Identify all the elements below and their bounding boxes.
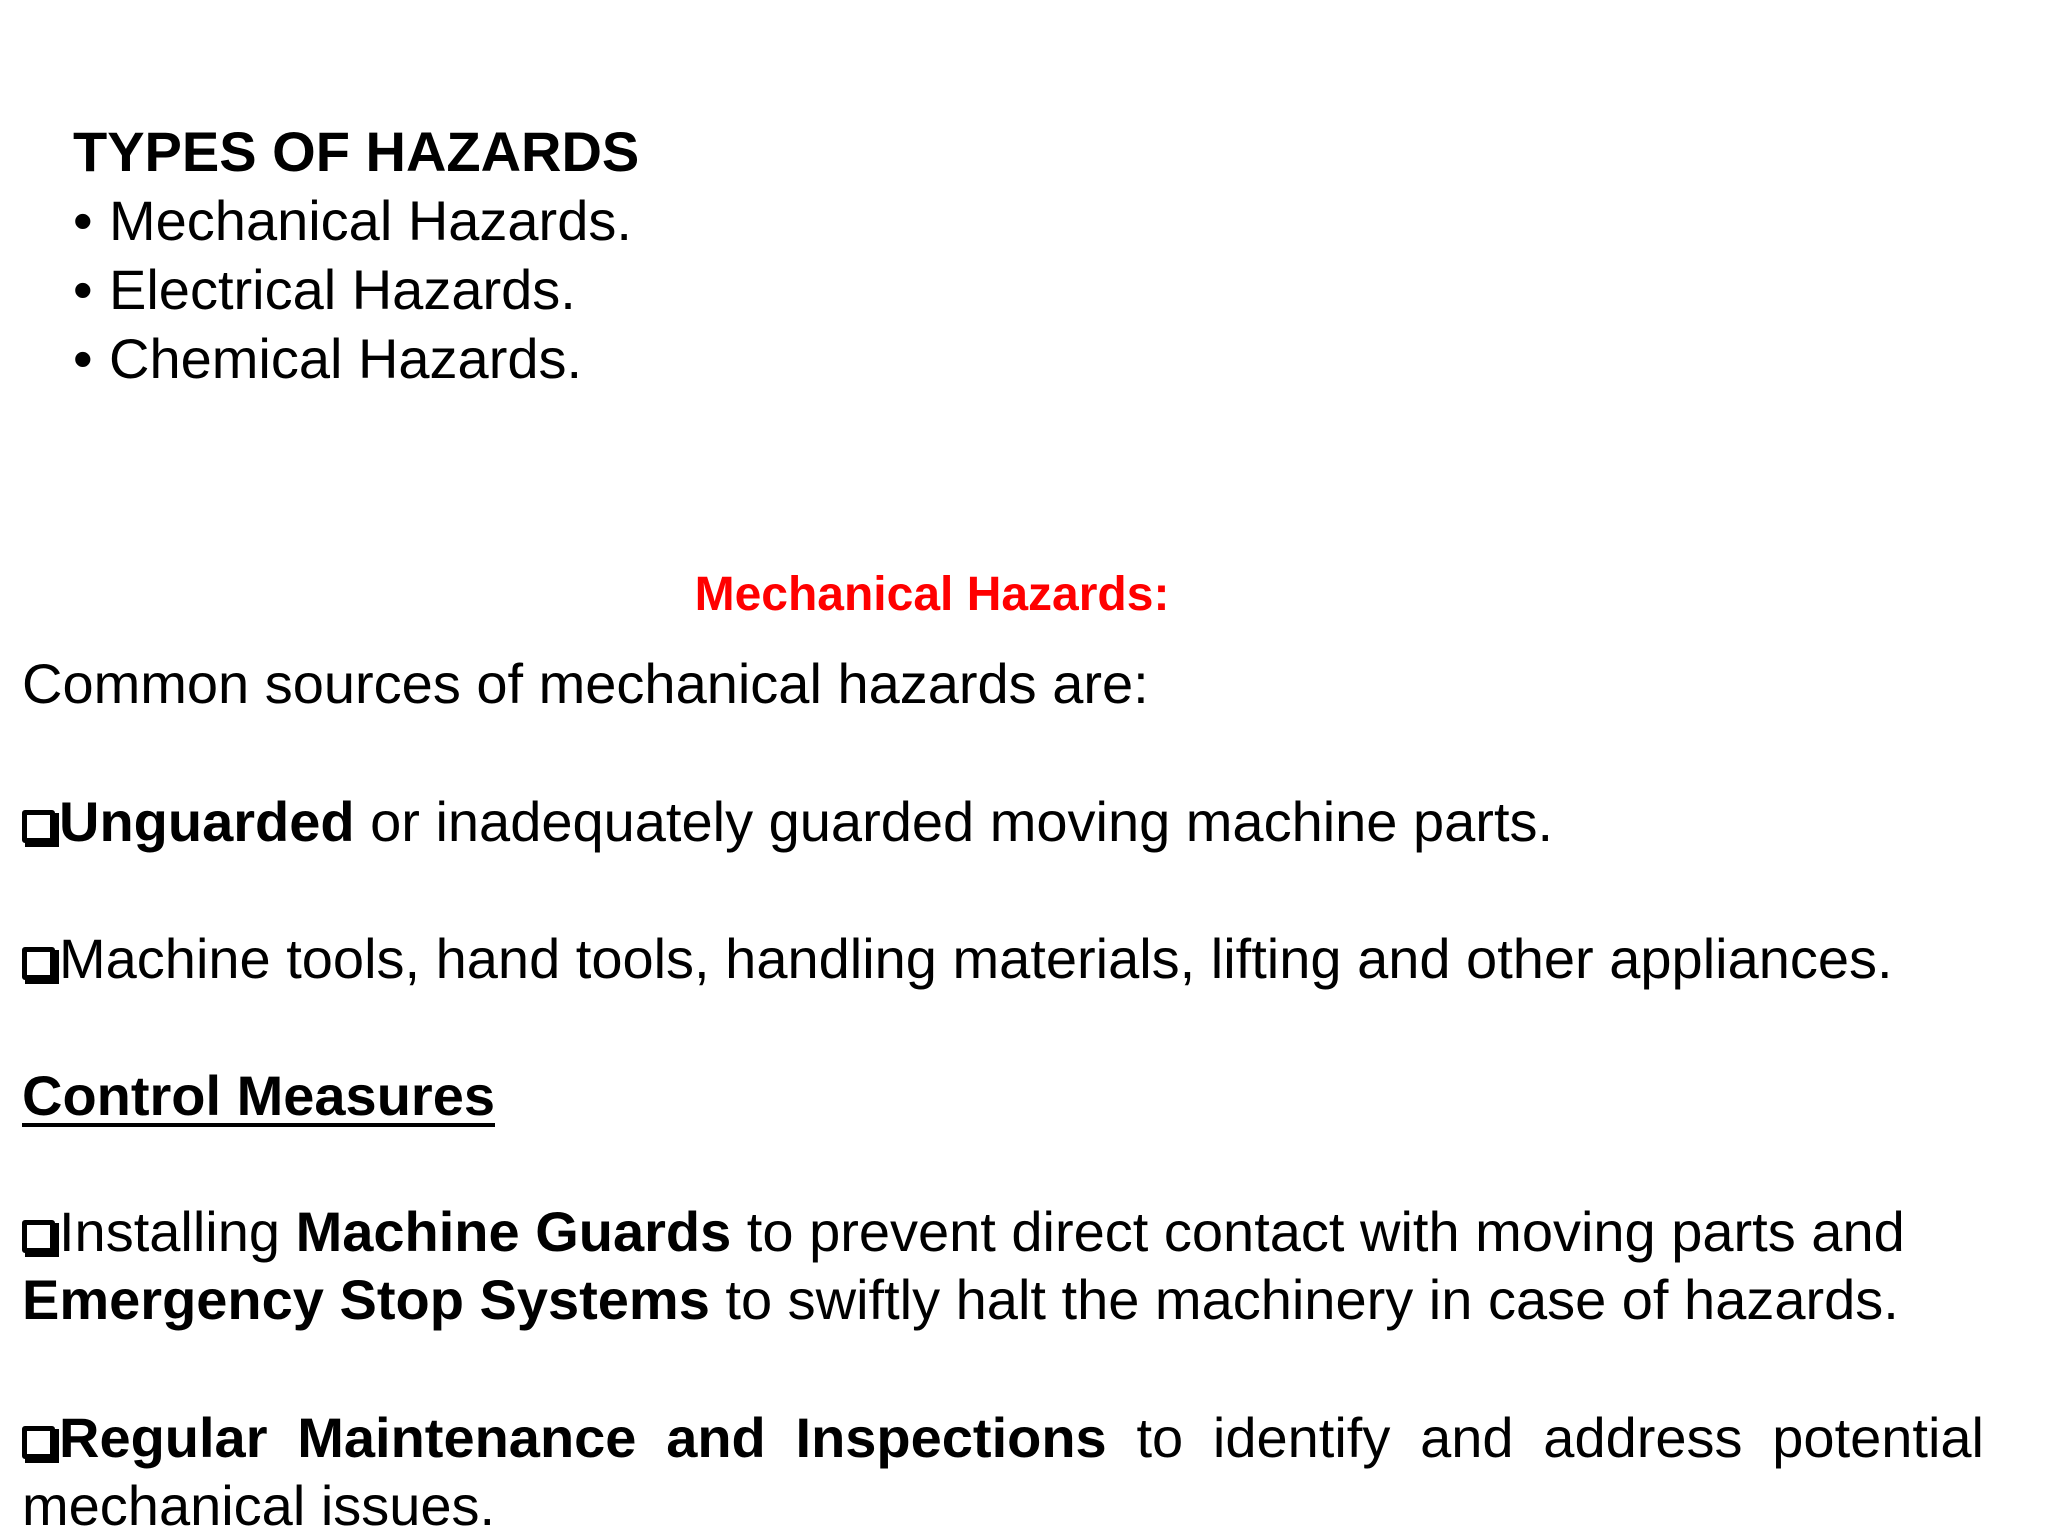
section-title: Mechanical Hazards:: [694, 568, 1170, 621]
control-measure-guards: [22, 1198, 1984, 1334]
shadowed-box-icon: [22, 1426, 55, 1459]
list-item-label: Mechanical Hazards.: [109, 189, 632, 252]
bullet-icon: •: [73, 327, 93, 390]
shadowed-box-icon: [22, 810, 55, 843]
list-item: [73, 186, 632, 255]
measure-text: to prevent direct contact with moving parts and: [731, 1200, 1905, 1263]
source-item-bold: Unguarded: [59, 790, 355, 853]
measure-text: Installing: [59, 1200, 296, 1263]
bullet-icon: •: [73, 258, 93, 321]
control-measures-heading: Control Measures: [22, 1064, 495, 1127]
source-item-tools: [22, 925, 1893, 993]
source-item-unguarded: [22, 788, 1553, 856]
bullet-icon: •: [73, 189, 93, 252]
measure-text: to swiftly halt the machinery in case of hazards.: [709, 1268, 1899, 1331]
source-item-text: or inadequately guarded moving machine parts.: [354, 790, 1554, 853]
shadowed-box-icon: [22, 947, 55, 980]
control-measure-maintenance: [22, 1404, 1984, 1540]
measure-bold: Emergency Stop Systems: [22, 1268, 710, 1331]
measure-bold: Machine Guards: [295, 1200, 732, 1263]
source-item-text: Machine tools, hand tools, handling materials, lifting and other appliances.: [59, 927, 1893, 990]
shadowed-box-icon: [22, 1220, 55, 1253]
list-item-label: Electrical Hazards.: [109, 258, 576, 321]
types-title: TYPES OF HAZARDS: [73, 120, 640, 183]
types-list: [73, 186, 632, 393]
list-item: [73, 324, 632, 393]
measure-bold: Regular Maintenance and Inspections: [59, 1406, 1107, 1469]
list-item-label: Chemical Hazards.: [109, 327, 583, 390]
list-item: [73, 255, 632, 324]
intro-text: Common sources of mechanical hazards are:: [22, 652, 1149, 715]
measure-text: to identify and address potential mechanical issues.: [22, 1406, 1985, 1537]
